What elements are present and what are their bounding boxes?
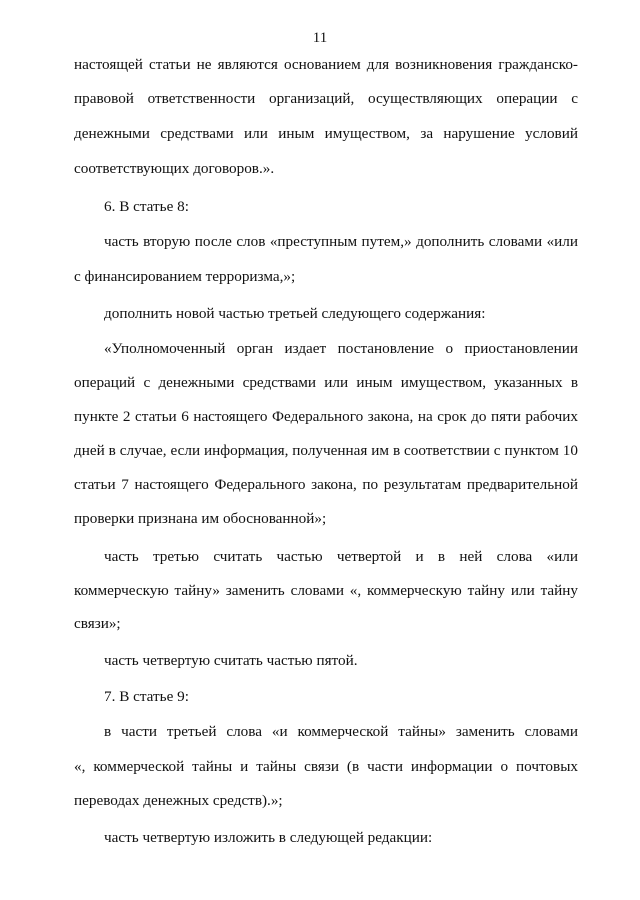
- text-line: переводах денежных средств).»;: [74, 792, 283, 809]
- text-line: правовой ответственности организаций, осуществляющих операции с: [74, 90, 578, 107]
- text-line: операций с денежными средствами или иным имуществом, указанных в: [74, 374, 578, 391]
- text-line: в части третьей слова «и коммерческой тайны» заменить словами: [104, 723, 578, 740]
- text-line: дополнить новой частью третьей следующего содержания:: [104, 305, 486, 322]
- text-line: настоящей статьи не являются основанием для возникновения гражданско-: [74, 56, 578, 73]
- text-line: соответствующих договоров.».: [74, 160, 275, 177]
- text-line: «, коммерческой тайны и тайны связи (в части информации о почтовых: [74, 758, 578, 775]
- text-line: 7. В статье 9:: [104, 688, 189, 705]
- page-number: 11: [312, 30, 328, 46]
- text-line: 6. В статье 8:: [104, 198, 189, 215]
- text-line: дней в случае, если информация, полученная им в соответствии с пунктом 10: [74, 442, 578, 459]
- text-line: связи»;: [74, 615, 121, 632]
- text-line: часть вторую после слов «преступным путем,» дополнить словами «или: [104, 233, 578, 250]
- text-line: пункте 2 статьи 6 настоящего Федерального закона, на срок до пяти рабочих: [74, 408, 578, 425]
- text-line: коммерческую тайну» заменить словами «, коммерческую тайну или тайну: [74, 582, 578, 599]
- text-line: статьи 7 настоящего Федерального закона, по результатам предварительной: [74, 476, 578, 493]
- text-line: «Уполномоченный орган издает постановление о приостановлении: [104, 340, 578, 357]
- text-line: часть третью считать частью четвертой и в ней слова «или: [104, 548, 578, 565]
- text-line: часть четвертую изложить в следующей редакции:: [104, 829, 433, 846]
- text-line: часть четвертую считать частью пятой.: [104, 652, 358, 669]
- text-line: с финансированием терроризма,»;: [74, 268, 296, 285]
- text-line: проверки признана им обоснованной»;: [74, 510, 327, 527]
- text-line: денежными средствами или иным имуществом, за нарушение условий: [74, 125, 578, 142]
